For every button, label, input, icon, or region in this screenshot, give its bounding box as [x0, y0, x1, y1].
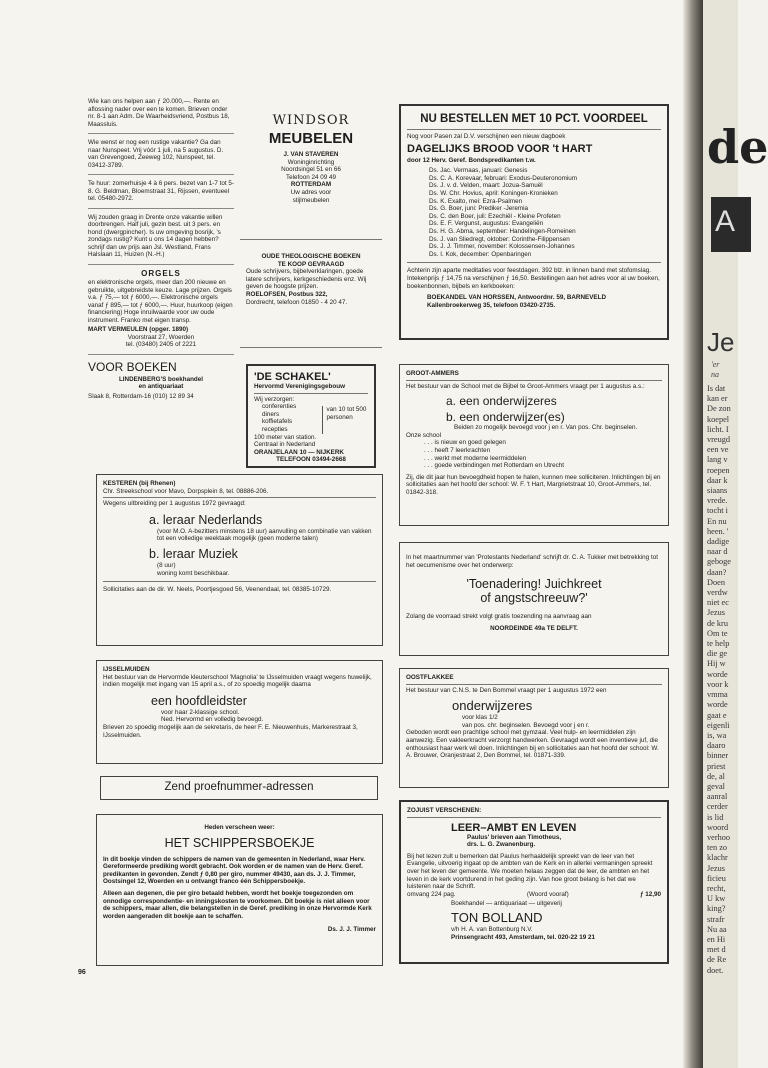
- schakel-item: conferenties: [262, 403, 297, 411]
- ijssel-place: IJSSELMUIDEN: [103, 666, 150, 673]
- right-page-heading: Je: [707, 327, 735, 357]
- author-item: Ds. J. van Sliedregt, oktober: Corinthe-Filippensen: [429, 235, 570, 243]
- oostflakkee-ad: [399, 668, 669, 788]
- schippers-sig: Ds. J. J. Timmer: [327, 926, 376, 934]
- zojuist-shop: TON BOLLAND: [451, 909, 543, 925]
- kesteren-job2: b. leraar Muziek: [149, 546, 238, 561]
- zojuist-addr1: v/h H. A. van Bottenburg N.V.: [451, 925, 533, 933]
- zojuist-addr2: Prinsengracht 493, Amsterdam, tel. 020-22 19 21: [451, 933, 595, 941]
- bestellen-authors: [407, 167, 661, 258]
- windsor-line2: Noordsingel 51 en 66: [281, 166, 341, 174]
- zojuist-text: Bij het lezen zult u bemerken dat Paulus herhaaldelijk spreekt van de leer van het Evangelie, uitvoerig ingaat op de ambten van de Kerk en in allerlei vermaningen spreekt over het leven der gemeente. We moeten helaas zeggen dat de leer, de ambten en het leven in de kerk voortdurend in het geding zijn. Van hoe groot belang is het dat we luisteren naar de Schrift.: [407, 852, 653, 891]
- schakel-ad: [246, 364, 376, 468]
- bestellen-text: Achterin zijn aparte meditaties voor feestdagen. 392 blz. in linnen band met stofomslag. Intekenprijs ƒ 14,75 na verschijnen ƒ 16,50. Bestellingen aan het adres voor al uw boeken, boekenbonnen, bijbels en kerkboeken:: [407, 267, 660, 290]
- theol-title1: OUDE THEOLOGISCHE BOEKEN: [261, 253, 361, 260]
- schakel-item: diners: [262, 410, 280, 418]
- windsor-logo: WINDSOR: [272, 113, 350, 128]
- kesteren-text: Sollicitaties aan de dir. W. Neels, Poortjesgoed 56, Veenendaal, tel. 08385-10729.: [103, 586, 332, 594]
- ijssel-job: een hoofdleidster: [151, 693, 247, 708]
- school-item: . . . heeft 7 leerkrachten: [424, 446, 491, 454]
- ijssel-intro: Het bestuur van de Hervormde kleuterschool 'Magnolia' te IJsselmuiden vraagt wegens huwelijk, indien mogelijk met ingang van 15 april a.s., of zo spoedig mogelijk daarna: [103, 673, 372, 689]
- tukker-title2: of angstschreeuw?': [480, 591, 588, 606]
- zojuist-ad: [399, 800, 669, 964]
- oost-job: onderwijzeres: [452, 698, 533, 714]
- tukker-title1: 'Toenadering! Juichkreet: [466, 577, 602, 592]
- kesteren-job1-note: (voor M.O. A-bezitters minstens 18 uur) aanvulling en combinatie van vakken tot een volledige weektaak mogelijk (geen moderne talen): [157, 527, 372, 543]
- schakel-addr2: TELEFOON 03494-2668: [276, 456, 346, 464]
- zojuist-kicker: ZOJUIST VERSCHENEN:: [407, 807, 482, 814]
- bestellen-title: DAGELIJKS BROOD VOOR 't HART: [407, 142, 593, 155]
- right-page-sub1: 'er: [711, 360, 720, 369]
- groot-job1: a. een onderwijzeres: [446, 394, 557, 409]
- author-item: Ds. H. G. Abma, september: Handelingen-Romeinen: [429, 227, 576, 235]
- ijssel-note1: voor haar 2-klassige school.: [161, 708, 240, 716]
- bestellen-shop1: BOEKANDEL VAN HORSSEN, Antwoordnr. 59, BARNEVELD: [427, 294, 607, 302]
- zojuist-title: LEER–AMBT EN LEVEN: [451, 821, 577, 834]
- schakel-range: van 10 tot 500 personen: [322, 406, 368, 433]
- orgels-title: ORGELS: [141, 268, 181, 278]
- schippers-text1: In dit boekje vinden de schippers de namen van de gemeenten in Nederland, waar Herv. Gereformeerde prediking wordt gebracht. Ook worden er de namen van de Herv. Geref. predikanten in gevonden. Zendt ƒ 0,80 per giro, nummer 49430, aan ds. J. J. Timmer, Oostsingel 12, Woerden en u ontvangt franco één Schippersboekje.: [103, 855, 365, 886]
- boeken-line2: en antiquariaat: [138, 383, 184, 390]
- kesteren-job2-note1: (8 uur): [157, 561, 176, 569]
- school-item: . . . werkt met moderne leermiddelen: [424, 454, 527, 462]
- bestellen-ad: [399, 104, 669, 340]
- tukker-intro: In het maartnummer van 'Protestants Nederland' schrijft dr. C. A. Tukker met betrekking tot het oecumenisme over het onderwerp:: [406, 554, 658, 569]
- school-item: . . . is nieuw en goed gelegen: [424, 439, 506, 447]
- tukker-text: Zolang de voorraad strekt volgt gratis toezending na aanvraag aan: [406, 613, 592, 621]
- author-item: Ds. W. Chr. Hovius, april: Koningen-Kronieken: [429, 189, 558, 197]
- author-item: Ds. C. A. Korevaar, februari: Exodus-Deuteronomium: [429, 174, 578, 182]
- tukker-ad: [399, 542, 669, 656]
- book-gutter: [683, 0, 703, 1068]
- zojuist-pages: omvang 224 pag.: [407, 890, 456, 898]
- kesteren-job2-note2: woning komt beschikbaar.: [157, 569, 230, 577]
- schakel-title: 'DE SCHAKEL': [254, 371, 331, 383]
- kesteren-place: KESTEREN (bij Rhenen): [103, 480, 176, 487]
- theol-name: ROELOFSEN, Postbus 322,: [246, 290, 328, 298]
- ad-zomerhuisje: Te huur: zomerhuisje 4 à 6 pers. bezet van 1-7 tot 5-8. G. Beldman, Bloemstraat 31, Rijssen, eventueel tel. 05480-2972.: [88, 180, 234, 202]
- orgels-addr2: tel. (03480) 2405 of 2221: [125, 341, 197, 348]
- schakel-item: recepties: [262, 425, 288, 433]
- schakel-addr1: ORANJELAAN 10 — NIJKERK: [254, 448, 344, 456]
- right-page-block-letter: A: [715, 205, 736, 238]
- boeken-addr: Slaak 8, Rotterdam-16 (010) 12 89 34: [88, 392, 194, 400]
- kesteren-line2: Wegens uitbreiding per 1 augustus 1972 gevraagd:: [103, 500, 246, 508]
- bestellen-byline: door 12 Herv. Geref. Bondspredikanten t.w.: [407, 156, 536, 164]
- groot-ammers-ad: [399, 364, 669, 526]
- bestellen-shop2: Kallenbroekerweg 35, telefoon 03420-2735.: [427, 301, 556, 309]
- windsor-name: J. VAN STAVEREN: [283, 151, 339, 158]
- author-item: Ds. Jac. Vermaas, januari: Genesis: [429, 167, 528, 175]
- orgels-name: MART VERMEULEN (opger. 1890): [88, 326, 189, 333]
- right-page: [703, 0, 768, 1068]
- orgels-text: en elektronische orgels, meer dan 200 nieuwe en gebruikte, uitgebreidste keuze. Lage prijzen. Orgels v.a. ƒ 75,— tot ƒ 6000,—. Elektronische orgels vanaf ƒ 895,— tot ƒ 6000,—. Huur, huurkoop (eigen financiering) Hoge inruilwaarde voor uw oude instrument. Franko met eigen transp.: [88, 279, 233, 324]
- kesteren-job1: a. leraar Nederlands: [149, 512, 263, 527]
- groot-text: Zij, die dit jaar hun bevoegdheid hopen te halen, kunnen mee solliciteren. Inlichtingen bij en sollicitaties aan het hoofd der school: W. F. 't Hart, Margrietstraat 10, Groot-Ammers, tel. 01842-318.: [406, 473, 661, 496]
- oost-note2: van pos. chr. beginselen. Bevoegd voor j en r.: [462, 721, 590, 729]
- groot-place: GROOT-AMMERS: [406, 370, 459, 377]
- windsor-line1: Woninginrichting: [287, 158, 335, 166]
- groot-intro: Het bestuur van de School met de Bijbel te Groot-Ammers vraagt per 1 augustus a.s.:: [406, 382, 645, 390]
- zojuist-sub1: Paulus' brieven aan Timotheus,: [467, 833, 562, 841]
- schippers-kicker: Heden verscheen weer:: [204, 824, 275, 831]
- theol-title2: TE KOOP GEVRAAGD: [277, 260, 345, 268]
- page-number: 96: [78, 969, 86, 976]
- ad-helpen: Wie kan ons helpen aan ƒ 20.000,—. Rente en aflossing nader over een te komen. Brieven onder nr. 8-1 aan Adm. De Waarheidsvriend, Postbus 18, Maassluis.: [88, 98, 230, 128]
- schakel-subtitle: Hervormd Verenigingsgebouw: [254, 383, 345, 390]
- ad-drente: Wij zouden graag in Drente onze vakantie willen doorbrengen. Half juli, gezin best. uit 3 pers. en hond (dwergpincher). Is uw omgeving bosrijk, 's zondags rustig? Kunt u ons 14 dagen hebben? schrijf dan uw prijs aan Jsl. Westland, Frans Halslaan 11, Huizen (N.-H.): [88, 213, 223, 258]
- schippers-title: HET SCHIPPERSBOEKJE: [164, 835, 315, 850]
- windsor-line6: stijlmeubelen: [292, 196, 330, 204]
- zojuist-price: ƒ 12,90: [639, 890, 661, 898]
- groot-job2-note: Beiden zo mogelijk bevoegd voor j en r. Van pos. Chr. beginselen.: [454, 424, 638, 432]
- left-column: [88, 98, 234, 400]
- oost-intro: Het bestuur van C.N.S. te Den Bommel vraagt per 1 augustus 1972 een: [406, 686, 607, 694]
- orgels-addr1: Voorstraat 27, Woerden: [127, 333, 195, 341]
- schakel-item: koffietafels: [262, 418, 292, 426]
- windsor-line4: ROTTERDAM: [290, 181, 332, 189]
- schakel-intro: Wij verzorgen:: [254, 395, 295, 403]
- zojuist-shop-line: Boekhandel — antiquariaat — uitgeverij: [451, 900, 562, 908]
- ad-vakantie: Wie wenst er nog een rustige vakantie? Ga dan naar Nunspeet. Vrij vóór 1 juli, na 5 augustus. D. van Grevengoed, Zeeweg 102, Nunspeet, tel. 03412-3789.: [88, 139, 224, 169]
- oost-text: Geboden wordt een prachtige school met gymzaal. Veel hulp- en leermiddelen zijn aanwezig. Een vakleerkracht verzorgt handwerken. Gevraagd wordt een inventieve juf, die enthousiast haar werk wil doen. Inlichtingen bij en sollicitaties aan het hoofd der school: W. A. Brouwer, Oranjestraat 2, Den Bommel, tel. 01871-339.: [406, 729, 659, 760]
- zojuist-woord: (Woord vooraf): [526, 890, 569, 898]
- ijssel-note2: Ned. Hervormd en volledig bevoegd.: [161, 716, 264, 724]
- theol-text: Oude schrijvers, bijbelverklaringen, goede latere schrijvers, kerkgeschiedenis enz. Wij geven de hoogste prijzen.: [246, 268, 367, 291]
- theol-addr: Dordrecht, telefoon 01850 - 4 20 47.: [246, 298, 348, 306]
- right-page-text: Is dat kan er De zon koepel licht. I vreugd een ve lang v roepen daar k siaans vrede. tocht i En nu heen. ' dadige naar d geboge daan? Doen verdw niet ec Jezus de kru Om te te help die ge Hij w worde voor k vmma worde gaat e eigenli is, wa daaro binner priest de, al geval aanral cerder is lid woord verhoo ten zo klachr Jezus ficieu recht, U kw king? strafr Nu aa en Hi met d de Re doet.: [707, 384, 731, 975]
- proefnummer-ad: [100, 776, 378, 800]
- author-item: Ds. E. F. Vergunst, augustus: Evangeliën: [429, 220, 544, 228]
- groot-school-label: Onze school: [406, 431, 442, 439]
- tukker-addr: NOORDEINDE 49a TE DELFT.: [490, 624, 578, 632]
- theol-ad: [240, 248, 382, 348]
- proef-text: Zend proefnummer-adressen: [164, 781, 314, 793]
- windsor-ad: [240, 100, 382, 240]
- boeken-line1: LINDENBERG'S boekhandel: [118, 375, 204, 383]
- groot-job2: b. een onderwijzer(es): [446, 410, 565, 425]
- schakel-items: [254, 403, 322, 433]
- author-item: Ds. C. den Boer, juli: Ezechiël - Kleine Profeten: [429, 212, 561, 220]
- zojuist-sub2: drs. L. G. Zwanenburg.: [467, 841, 536, 849]
- author-item: Ds. G. Boer, juni: Prediker -Jeremia: [429, 205, 529, 213]
- ijsselmuiden-ad: [96, 660, 383, 764]
- schippers-text2: Alleen aan degenen, die per giro betaald hebben, wordt het boekje toegezonden om onnodige correspondentie- en inningskosten te voorkomen. Dit boekje is niet alleen voor de schippers, maar allen, die belangstellen in de Geref. prediking in onze Hervormde Kerk worden aangeraden dit boekje aan te schaffen.: [103, 889, 372, 920]
- windsor-title: MEUBELEN: [268, 130, 354, 147]
- windsor-line5: Uw adres voor: [290, 188, 332, 196]
- bestellen-intro: Nog voor Pasen zal D.V. verschijnen een nieuw dagboek: [407, 133, 566, 140]
- groot-school-items: [406, 439, 662, 469]
- kesteren-ad: [96, 474, 383, 646]
- windsor-line3: Telefoon 24 09 49: [285, 173, 337, 181]
- author-item: Ds. I. Kok, december: Openbaringen: [429, 250, 532, 258]
- schakel-line2: Centraal in Nederland: [254, 441, 316, 449]
- school-item: . . . goede verbindingen met Rotterdam en Utrecht: [424, 462, 565, 470]
- oost-place: OOSTFLAKKEE: [406, 674, 454, 681]
- right-page-sub2: na: [711, 370, 719, 379]
- boeken-title: VOOR BOEKEN: [88, 359, 177, 374]
- schakel-line1: 100 meter van station.: [254, 433, 317, 441]
- schippers-ad: [96, 814, 383, 966]
- author-item: Ds. J. J. Timmer, november: Kolossensen-Johannes: [429, 243, 575, 251]
- right-page-block: [711, 197, 751, 252]
- oost-note1: voor klas 1/2: [462, 714, 498, 722]
- author-item: Ds. J. v. d. Velden, maart: Jozua-Samuël: [429, 182, 543, 190]
- bestellen-headline: NU BESTELLEN MET 10 PCT. VOORDEEL: [420, 113, 648, 125]
- ijssel-text: Brieven zo spoedig mogelijk aan de sekretaris, de heer F. E. Nieuwenhuis, Markerestraat 3, IJsselmuiden.: [103, 723, 358, 739]
- right-page-big-heading: de: [707, 120, 768, 174]
- kesteren-line1: Chr. Streekschool voor Mavo, Dorpsplein 8, tel. 08886-206.: [103, 487, 269, 495]
- author-item: Ds. K. Exalto, mei: Ezra-Psalmen: [429, 197, 523, 205]
